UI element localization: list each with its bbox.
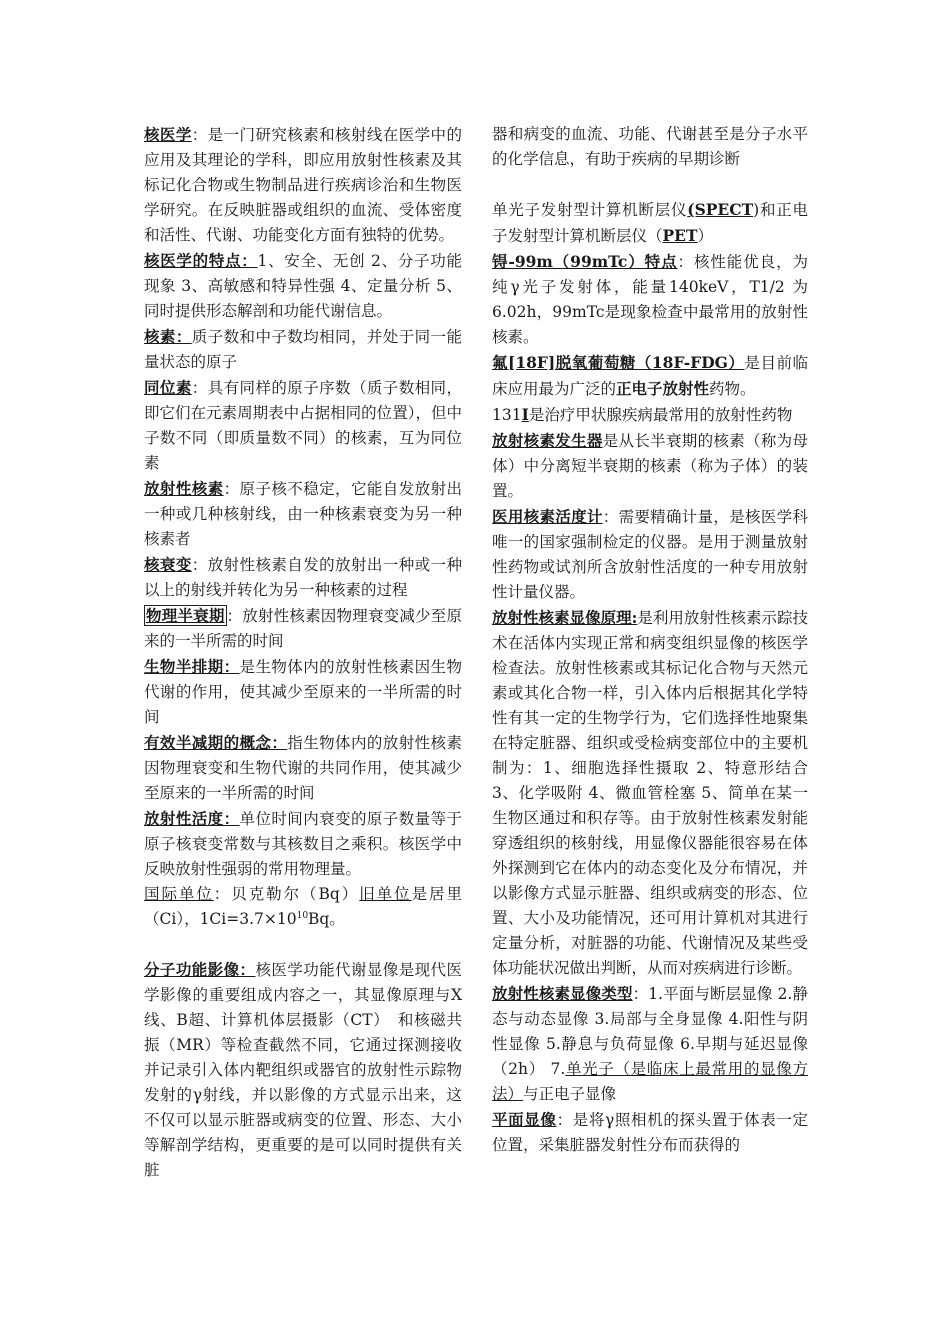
paragraph-nuclear-medicine [144,122,462,248]
paragraph-planar-imaging [492,1107,808,1158]
definition: 1、安全、无创 2、分子功能现象 3、高敏感和特异性强 4、定量分析 5、同时提供形态解剖和功能代谢信息。 [144,252,462,320]
definition: ：需要精确计量，是核医学科唯一的国家强制检定的仪器。是用于测量放射性药物或试剂所含放射性活度的一种专用放射性计量仪器。 [492,508,808,601]
paragraph-generator [492,428,808,504]
blank-line [144,932,462,957]
paragraph-nuclide [144,324,462,375]
term: 放射性活度： [144,809,240,828]
text-run: 是目前临床应用最为广泛的 [492,354,808,398]
definition: 是利用放射性核素示踪技术在活体内实现正常和病变组织显像的核医学检查法。放射性核素或其标记化合物与天然元素或其化合物一样，引入体内后根据其化学特性有其一定的生物学行为，它们选择性地聚集在特定脏器、组织或受检病变部位中的主要机制为：1、细胞选择性摄取 2、特意形结合 3、化学吸附 4、微血管栓塞 5、简单在某一生物区通过和积存等。由于放射性核素发射能穿透组织的核射线，用显像仪器能很容易在体外探测到它在体内的动态变化及分布情况，并以影像方式显示脏器、组织或病变的形态、位置、大小及功能情况，还可用计算机对其进行定量分析，对脏器的功能、代谢情况及某些受体功能状况做出判断，从而对疾病进行诊断。 [492,609,808,977]
text-run: 药物。 [709,380,756,398]
definition: ：原子核不稳定，它能自发放射出一种或几种核射线，由一种核素衰变为另一种核素者 [144,480,462,548]
term: 放射核素发生器 [492,431,603,450]
term: 分子功能影像： [144,960,256,979]
text-run: ：贝克勒尔（Bq） [213,885,360,903]
definition: ：核性能优良，为纯γ光子发射体，能量140keV，T1/2 为6.02h，99mTc是现象检查中最常用的放射性核素。 [492,253,808,346]
term: 核医学的特点： [144,251,258,270]
si-unit-label: 国际单位 [144,885,214,903]
text-run: ） [697,227,714,245]
text-run: 是治疗甲状腺疾病最常用的放射性药物 [528,406,793,424]
term: 放射性核素 [144,479,224,498]
paragraph-activity [144,806,462,882]
spect-label: (SPECT [687,200,754,219]
term: 医用核素活度计 [492,507,603,526]
term: 有效半减期的概念： [144,733,288,752]
term: 物理半衰期 [146,606,225,625]
term: 氟[18F]脱氧葡萄糖（18F-FDG） [492,353,745,372]
definition: 器和病变的血流、功能、代谢甚至是分子水平的化学信息，有助于疾病的早期诊断 [492,125,808,168]
text-run: ：1.平面与断层显像 2.静态与动态显像 3.局部与全身显像 4.阳性与阴性显像 5.静息与负荷显像 6.早期与延迟显像（2h） 7. [492,985,808,1078]
definition: ：是将γ照相机的探头置于体表一定位置，采集脏器发射性分布而获得的 [492,1111,808,1154]
term: 放射性核素显像类型 [492,984,633,1003]
blank-line [492,172,808,197]
left-column [144,122,462,1183]
paragraph-radionuclide [144,476,462,552]
paragraph-units [144,882,462,932]
text-run: 是居里（Ci），1Ci=3.7×10 [144,885,462,928]
text-run: 与正电子显像 [523,1085,617,1103]
paragraph-continuation [492,122,808,172]
term: 锝-99m（99mTc）特点 [492,252,678,271]
definition: 是生物体内的放射性核素因生物代谢的作用，使其减少至原来的一半所需的时间 [144,658,462,726]
definition: ：具有同样的原子序数（质子数相同，即它们在元素周期表中占据相同的位置），但中子数不同（即质量数不同）的核素，互为同位素 [144,379,462,472]
paragraph-molecular-imaging [144,957,462,1183]
text-run: 131 [492,406,522,424]
text-run: 单光子发射型计算机断层仪 [492,201,688,219]
paragraph-features [144,248,462,324]
paragraph-imaging-types [492,981,808,1107]
definition: ：是一门研究核素和核射线在医学中的应用及其理论的学科，即应用放射性核素及其标记化合物或生物制品进行疾病诊治和生物医学研究。在反映脏器或组织的血流、受体密度和活性、代谢、功能变化方面有独特的优势。 [144,126,462,244]
right-column [492,122,808,1158]
term: 核医学 [144,125,192,144]
definition: 单位时间内衰变的原子数量等于原子核衰变常数与其核数目之乘积。核医学中反映放射性强弱的常用物理量。 [144,810,462,878]
pet-label: PET [662,226,698,245]
paragraph-i131 [492,402,808,428]
paragraph-effective-half-life [144,730,462,806]
exponent: 10 [296,910,309,921]
bold-text: 正电子放射性 [616,379,710,398]
paragraph-isotope [144,375,462,476]
term: 平面显像 [492,1110,557,1129]
text-run: Bq。 [308,910,345,928]
paragraph-activity-meter [492,504,808,605]
term: 核素： [144,327,192,346]
definition: 是从长半衰期的核素（称为母体）中分离短半衰期的核素（称为子体）的装置。 [492,432,808,500]
term: 生物半排期： [144,657,240,676]
old-unit-label: 旧单位 [359,885,412,903]
paragraph-imaging-principle [492,605,808,981]
definition: 核医学功能代谢显像是现代医学影像的重要组成内容之一，其显像原理与X线、B超、计算机体层摄影（CT） 和核磁共振（MR）等检查截然不同，它通过探测接收并记录引入体内靶组织或器官的放射性示踪物发射的γ射线，并以影像的方式显示出来，这不仅可以显示脏器或病变的位置、形态、大小等解剖学结构，更重要的是可以同时提供有关脏 [144,961,462,1179]
paragraph-spect-pet [492,197,808,249]
paragraph-tc99m [492,249,808,350]
paragraph-physical-half-life [144,603,462,654]
term: 核衰变 [144,555,192,574]
definition: ：放射性核素因物理衰变减少至原来的一半所需的时间 [144,607,462,650]
term: 放射性核素显像原理: [492,608,638,627]
definition: ：放射性核素自发的放射出一种或一种以上的射线并转化为另一种核素的过程 [144,556,462,599]
definition: 质子数和中子数均相同，并处于同一能量状态的原子 [144,328,462,371]
paragraph-decay [144,552,462,603]
underlined-text: 单光子（是临床上最常用的显像方法） [492,1060,808,1103]
paragraph-fdg [492,350,808,402]
term: 同位素 [144,378,192,397]
definition: 指生物体内的放射性核素因物理衰变和生物代谢的共同作用，使其减少至原来的一半所需的时间 [144,734,462,802]
text-run: )和正电子发射型计算机断层仪（ [492,201,808,245]
iodine-symbol: I [521,405,529,424]
paragraph-biological-half-life [144,654,462,730]
